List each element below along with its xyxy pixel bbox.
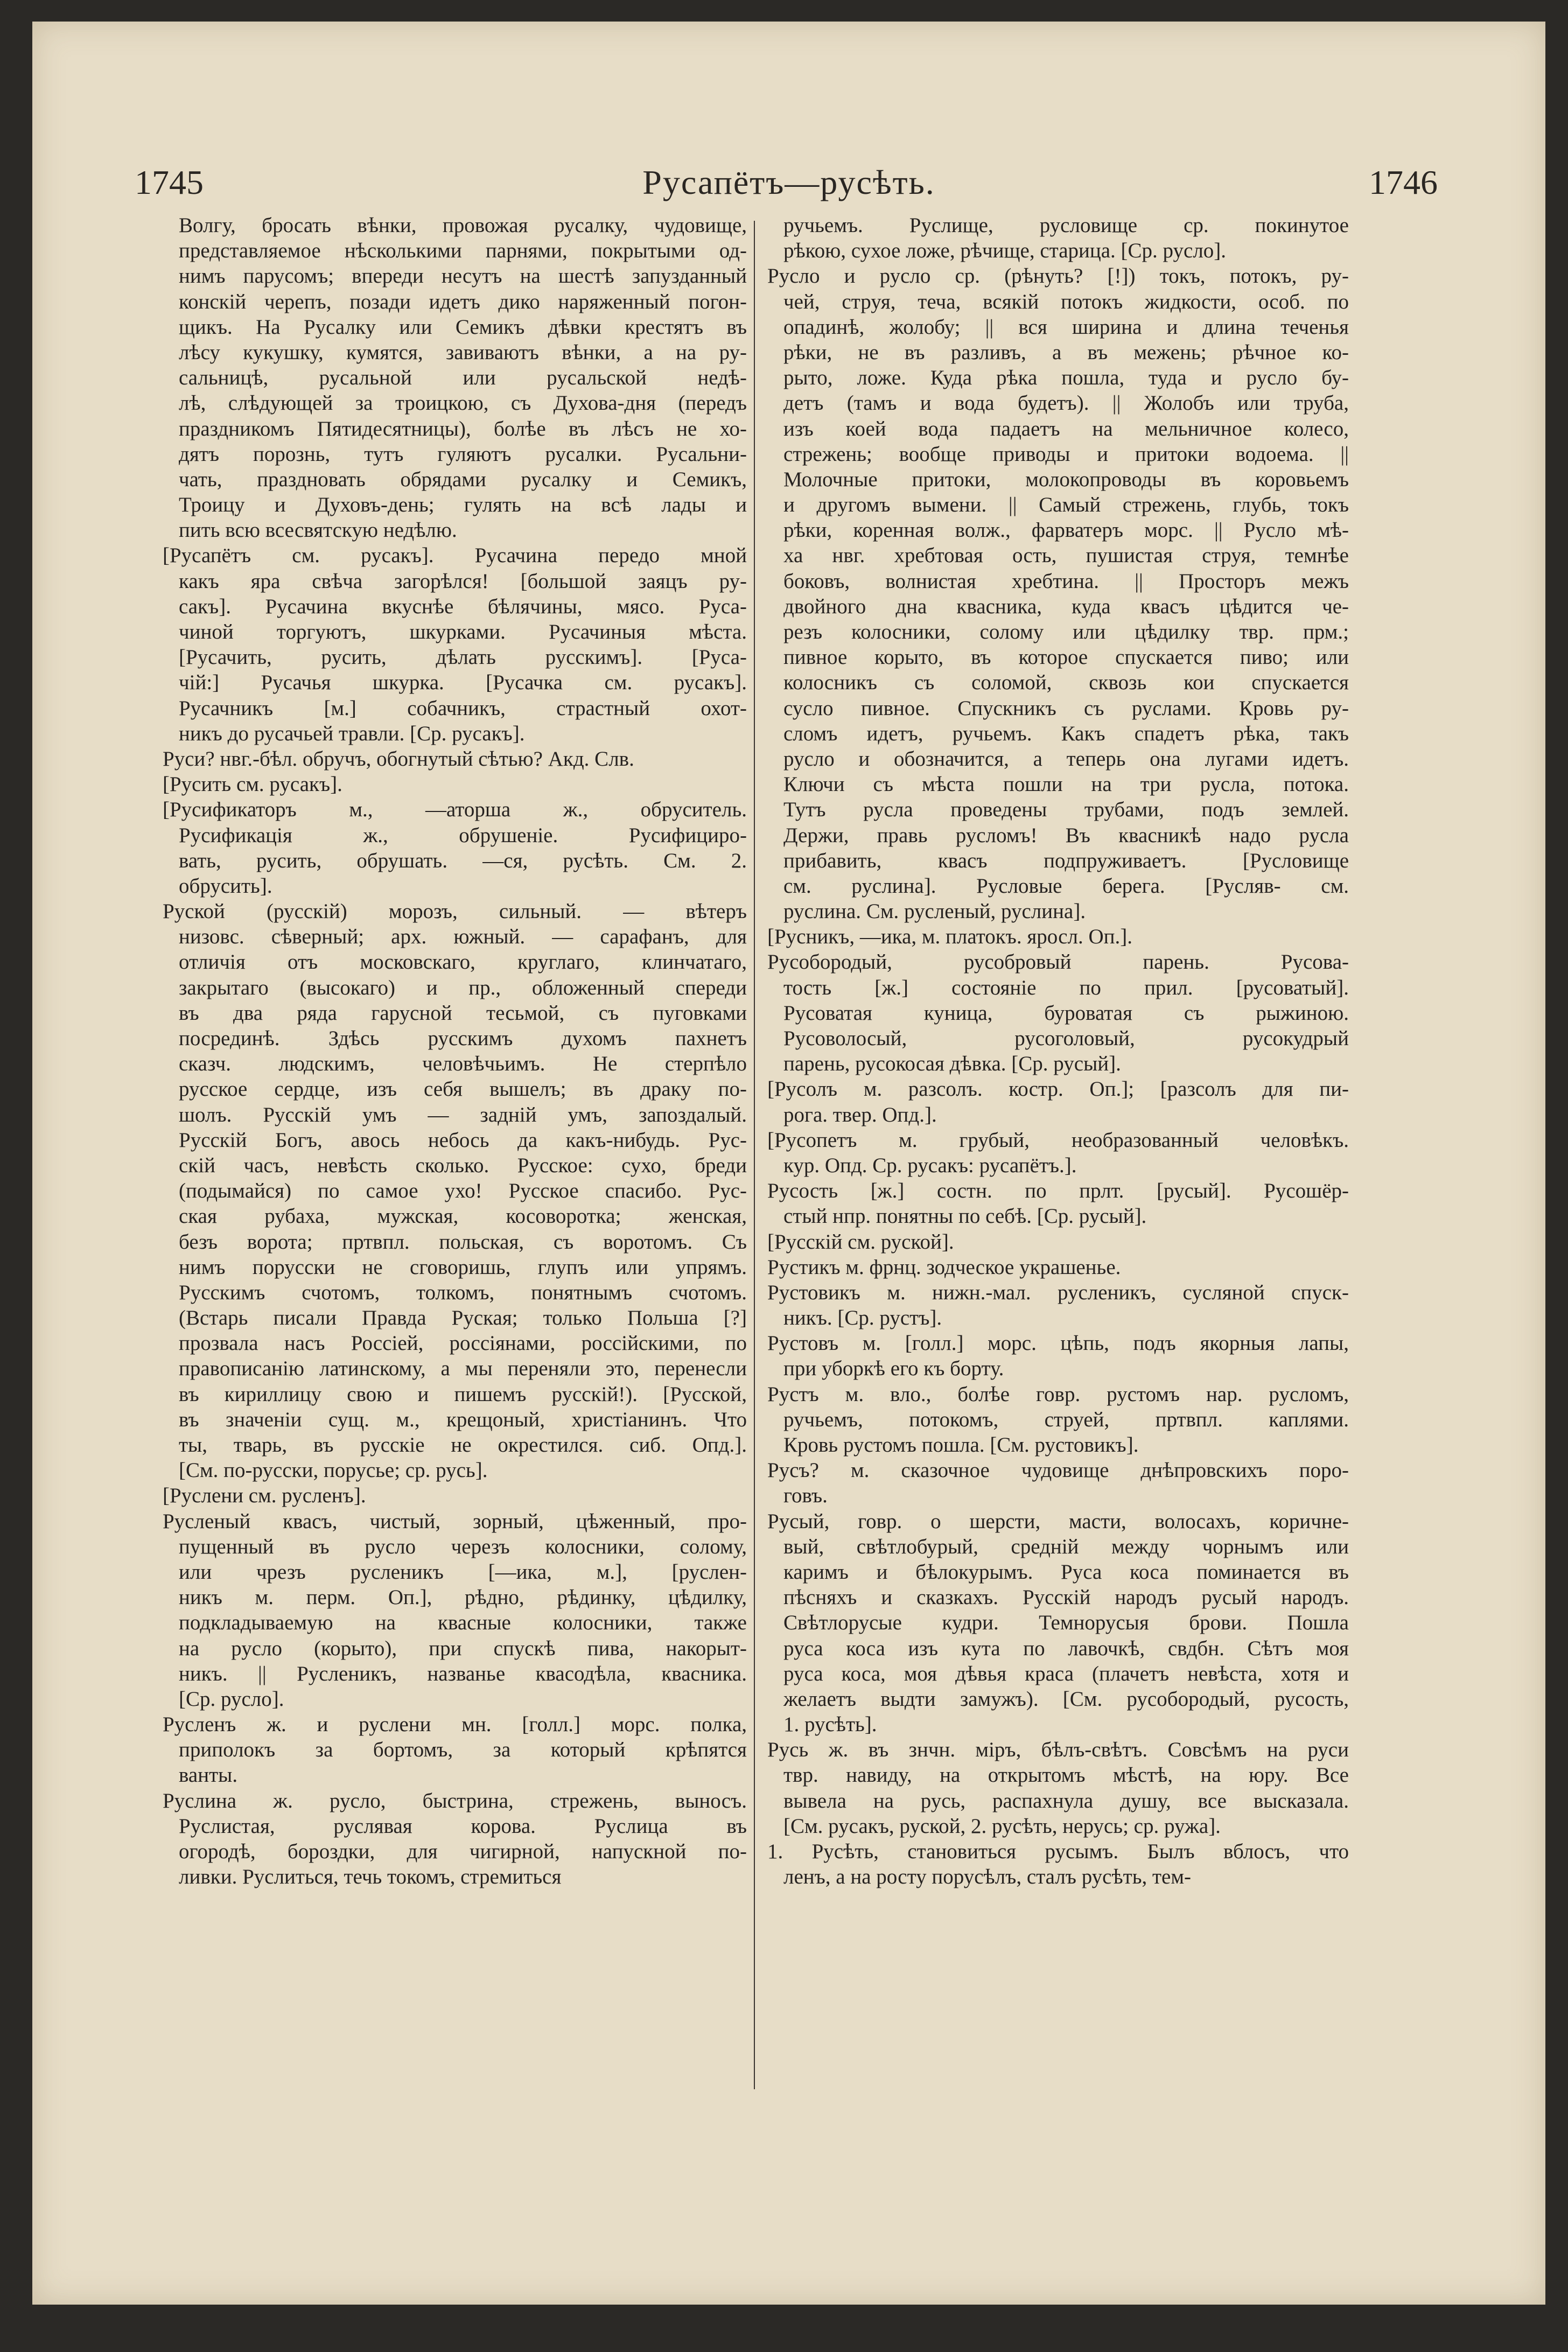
entry-line: Держи, правь русломъ! Въ квасникѣ надо русла	[783, 823, 1349, 847]
entry-line: въ значеніи сущ. м., крещоный, христіанинъ. Что	[179, 1408, 747, 1431]
dictionary-entry	[767, 1509, 1349, 1738]
entry-line: [Русскій см. руской].	[767, 1230, 954, 1254]
entry-line: Кровь рустомъ пошла. [См. рустовикъ].	[783, 1433, 1139, 1457]
entry-line: Рустовикъ м. нижн.-мал. русленикъ, сусляной спуск-	[767, 1280, 1349, 1304]
entry-line: Русость [ж.] состн. по прлт. [русый]. Русошёр-	[767, 1179, 1349, 1203]
entry-line: руса коса, моя дѣвья краса (плачетъ невѣста, хотя и	[783, 1662, 1349, 1685]
entry-line: [Русачить, русить, дѣлать русскимъ]. [Руса-	[179, 646, 747, 669]
entry-line: ручьемъ. Руслище, русловище ср. покинутое	[783, 214, 1349, 237]
dictionary-entry	[767, 949, 1349, 1076]
page-number-right: 1746	[1369, 163, 1438, 201]
entry-line: 1. Русѣть, становиться русымъ. Былъ вблосъ, что	[767, 1840, 1349, 1863]
entry-line: отличія отъ московскаго, круглаго, клинчатаго,	[179, 950, 747, 974]
entry-line: Русобородый, русобровый парень. Русова-	[767, 950, 1349, 974]
entry-line: [Русить см. русакъ].	[163, 773, 342, 796]
entry-line: въ два ряда гарусной тесьмой, съ пуговками	[179, 1001, 747, 1025]
entry-line: при уборкѣ его къ борту.	[783, 1357, 1004, 1381]
entry-line: [Русопетъ м. грубый, необразованный человѣкъ.	[767, 1128, 1349, 1152]
entry-line: нимъ парусомъ; впереди несутъ на шестѣ запузданный	[179, 264, 747, 288]
dictionary-entry	[767, 924, 1349, 949]
entry-line: Руслистая, руслявая корова. Руслица въ	[179, 1814, 747, 1838]
entry-line: [Русолъ м. разсолъ. костр. Оп.]; [разсолъ для пи-	[767, 1077, 1349, 1101]
entry-line: закрытаго (высокаго) и пр., обложенный спереди	[179, 976, 747, 999]
entry-line: ленъ, а на росту порусѣлъ, сталъ русѣть, тем-	[783, 1865, 1192, 1889]
entry-line: пѣсняхъ и сказкахъ. Русскій народъ русый народъ.	[783, 1586, 1349, 1609]
entry-line: Русый, говр. о шерсти, масти, волосахъ, коричне-	[767, 1509, 1349, 1533]
dictionary-entry	[163, 772, 747, 797]
entry-line: тость [ж.] состояніе по прил. [русоватый].	[783, 976, 1349, 999]
entry-line: Тутъ русла проведены трубами, подъ землей.	[783, 798, 1349, 822]
entry-line: Русоволосый, русоголовый, русокудрый	[783, 1027, 1349, 1050]
entry-line: Рустикъ м. фрнц. зодческое украшенье.	[767, 1255, 1121, 1279]
entry-line: вый, свѣтлобурый, средній между чорнымъ или	[783, 1535, 1349, 1558]
entry-line: лѣсу кукушку, кумятся, завиваютъ вѣнки, а на ру-	[179, 340, 747, 364]
entry-line: рѣки, коренная волж., фарватеръ морс. || Русло мѣ-	[783, 519, 1349, 542]
dictionary-entry	[767, 1458, 1349, 1508]
entry-line: (Встарь писали Правда Руская; только Польша [?]	[179, 1306, 747, 1330]
entry-line: русло и обозначится, а теперь она лугами идетъ.	[783, 747, 1349, 771]
entry-line: никъ до русачьей травли. [Ср. русакъ].	[179, 722, 525, 745]
entry-line: рыто, ложе. Куда рѣка пошла, туда и русло бу-	[783, 366, 1349, 390]
dictionary-entry	[767, 1280, 1349, 1331]
entry-line: чій:] Русачья шкурка. [Русачка см. русакъ].	[179, 671, 747, 695]
entry-line: парень, русокосая дѣвка. [Ср. русый].	[783, 1052, 1121, 1076]
entry-line: рога. твер. Опд.].	[783, 1103, 937, 1126]
entry-line: ха нвг. хребтовая ость, пушистая струя, темнѣе	[783, 544, 1349, 568]
dictionary-entry	[767, 1178, 1349, 1229]
dictionary-entry	[767, 1839, 1349, 1889]
entry-line: Русификація ж., обрушеніе. Русифициро-	[179, 823, 747, 847]
entry-line: кур. Опд. Ср. русакъ: русапётъ.].	[783, 1153, 1077, 1177]
entry-line: боковъ, волнистая хребтина. || Просторъ межъ	[783, 569, 1349, 593]
entry-line: опадинѣ, жолобу; || вся ширина и длина теченья	[783, 315, 1349, 339]
dictionary-entry	[163, 899, 747, 1483]
entry-line: Русленый квасъ, чистый, зорный, цѣженный, про-	[163, 1509, 747, 1533]
entry-line: никъ. || Русленикъ, названье квасодѣла, квасника.	[179, 1662, 747, 1685]
entry-line: Волгу, бросать вѣнки, провожая русалку, чудовище,	[179, 214, 747, 237]
entry-line: сломъ идетъ, ручьемъ. Какъ спадетъ рѣка, такъ	[783, 722, 1349, 745]
entry-line: [Ср. русло].	[179, 1687, 284, 1711]
entry-line: Рустъ м. вло., болѣе говр. рустомъ нар. русломъ,	[767, 1382, 1349, 1406]
entry-line: сальницѣ, русальной или русальской недѣ-	[179, 366, 747, 390]
entry-line: [Русапётъ см. русакъ]. Русачина передо мной	[163, 544, 747, 568]
book-page	[32, 22, 1545, 2305]
entry-line: Русскій Богъ, авось небось да какъ-нибудь. Рус-	[179, 1128, 747, 1152]
entry-line: праздникомъ Пятидесятницы), болѣе въ лѣсъ не хо-	[179, 417, 747, 440]
dictionary-entry	[163, 1483, 747, 1508]
entry-line: нимъ порусски не сговоришь, глупъ или упрямъ.	[179, 1255, 747, 1279]
entry-line: Рустовъ м. [голл.] морс. цѣпь, подъ якорныя лапы,	[767, 1332, 1349, 1355]
entry-line: твр. навиду, на открытомъ мѣстѣ, на юру. Все	[783, 1763, 1349, 1787]
entry-line: чиной торгуютъ, шкурками. Русачиныя мѣста.	[179, 620, 747, 643]
dictionary-entry	[767, 263, 1349, 924]
entry-line: и другомъ вымени. || Самый стрежень, глубь, токъ	[783, 493, 1349, 517]
entry-line: прозвала насъ Россіей, россіянами, россійскими, по	[179, 1332, 747, 1355]
entry-line: Русскимъ счотомъ, толкомъ, понятнымъ счотомъ.	[179, 1280, 747, 1304]
entry-line: правописанію латинскому, а мы переняли это, перенесли	[179, 1357, 747, 1381]
column-left	[163, 213, 747, 1889]
entry-line: стый нпр. понятны по себѣ. [Ср. русый].	[783, 1205, 1147, 1228]
entry-line: Русъ? м. сказочное чудовище днѣпровскихъ поро-	[767, 1459, 1349, 1482]
entry-line: сусло пивное. Спускникъ съ руслами. Кровь ру-	[783, 696, 1349, 720]
entry-line: Руской (русскій) морозъ, сильный. — вѣтеръ	[163, 900, 747, 923]
entry-line: Молочные притоки, молокопроводы въ коровьемъ	[783, 467, 1349, 491]
entry-line: обрусить].	[179, 874, 272, 898]
entry-line: огородѣ, бороздки, для чигирной, напускной по-	[179, 1840, 747, 1863]
entry-line: какъ яра свѣча загорѣлся! [большой заяцъ ру-	[179, 569, 747, 593]
entry-line: рѣкою, сухое ложе, рѣчище, старица. [Ср. русло].	[783, 239, 1227, 263]
entry-line: руслина. См. русленый, руслина].	[783, 900, 1086, 923]
entry-line: рѣки, не въ разливъ, а въ межень; рѣчное ко-	[783, 340, 1349, 364]
entry-line: безъ ворота; пртвпл. польская, съ воротомъ. Съ	[179, 1230, 747, 1254]
entry-line: ливки. Руслиться, течь токомъ, стремиться	[179, 1865, 562, 1889]
entry-line: пущенный въ русло черезъ колосники, солому,	[179, 1535, 747, 1558]
entry-line: посрединѣ. Здѣсь русскимъ духомъ пахнетъ	[179, 1027, 747, 1050]
dictionary-entry	[767, 1229, 1349, 1255]
entry-line: подкладываемую на квасные колосники, также	[179, 1611, 747, 1635]
entry-line: вывела на русь, распахнула душу, все высказала.	[783, 1789, 1349, 1812]
entry-line: [См. русакъ, руской, 2. русѣть, нерусь; ср. ружа].	[783, 1814, 1221, 1838]
entry-line: представляемое нѣсколькими парнями, покрытыми од-	[179, 239, 747, 263]
dictionary-entry	[163, 1712, 747, 1788]
entry-line: скій часъ, невѣсть сколько. Русское: сухо, бреди	[179, 1153, 747, 1177]
entry-line: [См. по-русски, порусье; ср. русь].	[179, 1459, 488, 1482]
entry-line: ванты.	[179, 1763, 238, 1787]
dictionary-entry	[767, 1076, 1349, 1127]
page-number-left: 1745	[135, 163, 204, 201]
dictionary-entry	[767, 1331, 1349, 1381]
entry-line: желаетъ выдти замужъ). [См. русобородый, русость,	[783, 1687, 1349, 1711]
dictionary-entry	[767, 1382, 1349, 1458]
entry-line: чей, струя, теча, всякій потокъ жидкости, особ. по	[783, 290, 1349, 313]
entry-line: [Русникъ, —ика, м. платокъ. яросл. Оп.].	[767, 925, 1133, 949]
entry-line: руса коса изъ кута по лавочкѣ, свдбн. Сѣтъ моя	[783, 1636, 1349, 1660]
entry-line: Русло и русло ср. (рѣнуть? [!]) токъ, потокъ, ру-	[767, 264, 1349, 288]
entry-line: стрежень; вообще приводы и притоки водоема. ||	[783, 442, 1349, 466]
entry-line: (подымайся) по самое ухо! Русское спасибо. Рус-	[179, 1179, 747, 1203]
entry-line: Руси? нвг.-бѣл. обручъ, обогнутый сѣтью? Акд. Слв.	[163, 747, 634, 771]
entry-line: [Русификаторъ м., —аторша ж., обруситель.	[163, 798, 747, 822]
entry-line: сакъ]. Русачина вкуснѣе бѣлячины, мясо. Руса-	[179, 594, 747, 618]
entry-line: щикъ. На Русалку или Семикъ дѣвки крестятъ въ	[179, 315, 747, 339]
entry-line: Русь ж. въ знчн. міръ, бѣлъ-свѣтъ. Совсѣмъ на руси	[767, 1738, 1349, 1762]
entry-line: никъ м. перм. Оп.], рѣдно, рѣдинку, цѣдилку,	[179, 1586, 747, 1609]
entry-line: говъ.	[783, 1484, 828, 1508]
entry-line: ручьемъ, потокомъ, струей, пртвпл. каплями.	[783, 1408, 1349, 1431]
entry-line: Русленъ ж. и руслени мн. [голл.] морс. полка,	[163, 1713, 747, 1737]
entry-line: пивное корыто, въ которое спускается пиво; или	[783, 646, 1349, 669]
entry-line: ты, тварь, въ русскіе не окрестился. сиб. Опд.].	[179, 1433, 747, 1457]
entry-line: [Руслени см. русленъ].	[163, 1484, 366, 1508]
entry-line: каримъ и бѣлокурымъ. Руса коса поминается въ	[783, 1560, 1349, 1584]
entry-line: 1. русѣть].	[783, 1713, 877, 1737]
entry-line: детъ (тамъ и вода будетъ). || Жолобъ или труба,	[783, 391, 1349, 415]
entry-line: см. руслина]. Русловые берега. [Русляв- см.	[783, 874, 1349, 898]
column-right	[767, 213, 1349, 1889]
entry-line: чать, праздновать обрядами русалку и Семикъ,	[179, 467, 747, 491]
entry-line: русское сердце, изъ себя вышелъ; въ драку по-	[179, 1077, 747, 1101]
entry-line: или чрезъ русленикъ [—ика, м.], [руслен-	[179, 1560, 747, 1584]
entry-line: сказч. людскимъ, человѣчьимъ. Не стерпѣло	[179, 1052, 747, 1076]
entry-line: прибавить, квасъ подпруживаетъ. [Русловище	[783, 849, 1349, 872]
entry-line: въ кириллицу свою и пишемъ русскій!). [Русской,	[179, 1382, 747, 1406]
dictionary-entry	[767, 213, 1349, 263]
dictionary-entry	[767, 1737, 1349, 1839]
dictionary-entry	[163, 213, 747, 543]
dictionary-entry	[163, 797, 747, 899]
entry-line: конскій черепъ, позади идетъ дико наряженный погон-	[179, 290, 747, 313]
dictionary-entry	[163, 746, 747, 772]
entry-line: низовс. сѣверный; арх. южный. — сарафанъ, для	[179, 925, 747, 949]
dictionary-entry	[767, 1128, 1349, 1178]
entry-line: вать, русить, обрушать. —ся, русѣть. См. 2.	[179, 849, 747, 872]
entry-line: Ключи съ мѣста пошли на три русла, потока.	[783, 773, 1349, 796]
running-head: Русапётъ—русѣть.	[642, 163, 935, 201]
dictionary-entry	[163, 543, 747, 746]
entry-line: Свѣтлорусые кудри. Темнорусыя брови. Пошла	[783, 1611, 1349, 1635]
entry-line: Троицу и Духовъ-день; гулять на всѣ лады и	[179, 493, 747, 517]
dictionary-entry	[163, 1509, 747, 1712]
entry-line: Руслина ж. русло, быстрина, стрежень, выносъ.	[163, 1789, 747, 1812]
entry-line: двойного дна квасника, куда квасъ цѣдится че-	[783, 594, 1349, 618]
entry-line: приполокъ за бортомъ, за который крѣпятся	[179, 1738, 747, 1762]
entry-line: пить всю всесвятскую недѣлю.	[179, 519, 457, 542]
entry-line: на русло (корыто), при спускѣ пива, накорыт-	[179, 1636, 747, 1660]
entry-line: Русачникъ [м.] собачникъ, страстный охот-	[179, 696, 747, 720]
dictionary-entry	[767, 1255, 1349, 1280]
column-divider	[754, 221, 755, 2089]
entry-line: лѣ, слѣдующей за троицкою, съ Духова-дня (передъ	[179, 391, 747, 415]
entry-line: колосникъ съ соломой, сквозь кои спускается	[783, 671, 1349, 695]
entry-line: Русоватая куница, буроватая съ рыжиною.	[783, 1001, 1349, 1025]
entry-line: ская рубаха, мужская, косоворотка; женская,	[179, 1205, 747, 1228]
entry-line: резъ колосники, солому или цѣдилку твр. прм.;	[783, 620, 1349, 643]
entry-line: шолъ. Русскій умъ — задній умъ, запоздалый.	[179, 1103, 747, 1126]
entry-line: никъ. [Ср. рустъ].	[783, 1306, 942, 1330]
entry-line: изъ коей вода падаетъ на мельничное колесо,	[783, 417, 1349, 440]
dictionary-entry	[163, 1788, 747, 1890]
entry-line: дятъ порознь, тутъ гуляютъ русалки. Русальни-	[179, 442, 747, 466]
